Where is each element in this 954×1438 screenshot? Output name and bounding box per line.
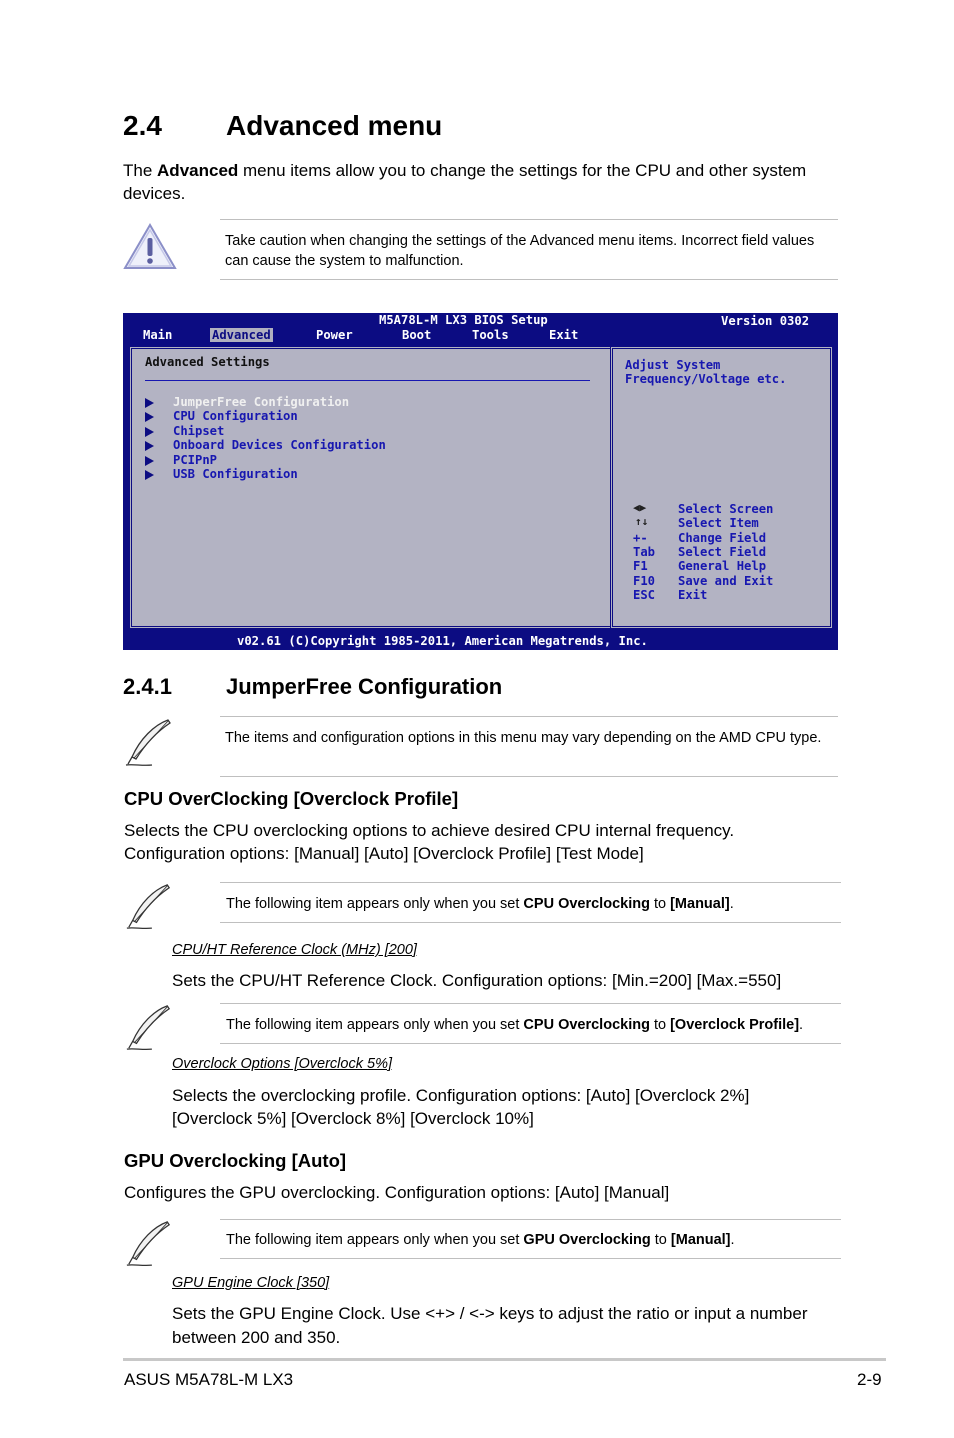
note-3-pre: The following item appears only when you set <box>226 1017 524 1033</box>
intro-post: menu items allow you to change the settings for the CPU and other system devices. <box>123 161 807 203</box>
note-1-text: The items and configuration options in this menu may vary depending on the AMD CPU type. <box>225 730 822 746</box>
footer-rule <box>123 1358 886 1361</box>
footer-left: ASUS M5A78L-M LX3 <box>124 1370 294 1389</box>
submenu-arrow-icon <box>145 427 154 437</box>
key-f1: F1 <box>633 559 648 573</box>
key-action-exit: Exit <box>678 588 708 602</box>
up-down-arrows-icon: ↑↓ <box>635 515 649 528</box>
submenu-arrow-icon <box>145 412 154 422</box>
bios-menu-advanced[interactable]: Advanced <box>212 328 271 342</box>
note-4-mid: to <box>650 1232 671 1248</box>
bios-menu-boot[interactable]: Boot <box>402 328 432 342</box>
bios-item-cpu-config[interactable]: CPU Configuration <box>173 409 298 423</box>
note-rule-bottom <box>220 922 841 923</box>
bios-help-line-1: Adjust System <box>625 358 721 372</box>
note-pen-icon <box>124 1219 174 1269</box>
section-heading <box>123 110 442 142</box>
note-4-pre: The following item appears only when you set <box>226 1232 524 1248</box>
note-3-mid: to <box>649 1017 671 1033</box>
caution-icon <box>123 222 177 272</box>
left-right-arrows-icon: ◀▶ <box>633 501 647 514</box>
submenu-arrow-icon <box>145 456 154 466</box>
note-2-mid: to <box>649 896 671 912</box>
note-3-bold-1: CPU Overclocking <box>523 1017 650 1033</box>
bios-menu-main[interactable]: Main <box>143 328 173 342</box>
subsection-title: JumperFree Configuration <box>226 674 503 699</box>
note-rule-top <box>220 1003 841 1004</box>
gpu-clock-label: GPU Engine Clock [350] <box>172 1275 330 1291</box>
submenu-arrow-icon <box>145 398 154 408</box>
ht-clock-label: CPU/HT Reference Clock (MHz) [200] <box>172 942 417 958</box>
oc-options-label: Overclock Options [Overclock 5%] <box>172 1056 392 1072</box>
note-4-text <box>226 1230 735 1250</box>
bios-settings-panel <box>129 346 614 629</box>
key-action-change-field: Change Field <box>678 531 767 545</box>
bios-item-pcipnp[interactable]: PCIPnP <box>173 453 218 467</box>
note-pen-icon <box>124 1003 174 1053</box>
bios-menu-exit[interactable]: Exit <box>549 328 579 342</box>
note-2-post: . <box>729 896 734 912</box>
caution-note: Take caution when changing the settings of the Advanced menu items. Incorrect field values can cause the system to malfunction. <box>225 233 815 269</box>
note-2-bold-2: [Manual] <box>670 896 730 912</box>
note-2-pre: The following item appears only when you set <box>226 896 524 912</box>
submenu-arrow-icon <box>145 470 154 480</box>
cpu-oc-line-1: Selects the CPU overclocking options to achieve desired CPU internal frequency. <box>124 821 735 840</box>
gpu-clock-line-1: Sets the GPU Engine Clock. Use <+> / <-> keys to adjust the ratio or input a number <box>172 1304 808 1323</box>
cpu-oc-heading: CPU OverClocking [Overclock Profile] <box>124 788 459 809</box>
bios-screen <box>123 313 838 650</box>
note-2-bold-1: CPU Overclocking <box>523 896 650 912</box>
note-2-text <box>226 894 734 914</box>
bios-menu-tools[interactable]: Tools <box>472 328 509 342</box>
bios-panel-divider <box>145 380 590 381</box>
note-rule-bottom <box>220 776 838 777</box>
key-esc: ESC <box>633 588 656 602</box>
section-title: Advanced menu <box>226 110 443 141</box>
cpu-oc-line-2: Configuration options: [Manual] [Auto] [Overclock Profile] [Test Mode] <box>124 844 644 863</box>
note-3-bold-2: [Overclock Profile] <box>670 1017 800 1033</box>
note-4-post: . <box>730 1232 735 1248</box>
gpu-oc-heading: GPU Overclocking [Auto] <box>124 1150 347 1171</box>
footer-page-number: 2-9 <box>857 1370 882 1389</box>
gpu-clock-line-2: between 200 and 350. <box>172 1328 341 1347</box>
submenu-arrow-icon <box>145 441 154 451</box>
subsection-heading <box>123 674 502 700</box>
bios-item-onboard[interactable]: Onboard Devices Configuration <box>173 438 386 452</box>
note-pen-icon <box>124 717 174 769</box>
note-rule-top <box>220 219 838 220</box>
bios-panel-title: Advanced Settings <box>145 355 270 369</box>
note-rule-top <box>220 882 841 883</box>
bios-item-chipset[interactable]: Chipset <box>173 424 225 438</box>
note-4-bold-2: [Manual] <box>670 1232 731 1248</box>
intro-paragraph <box>123 159 843 205</box>
bios-version: Version 0302 <box>721 314 810 328</box>
note-3-post: . <box>799 1017 804 1033</box>
gpu-oc-desc: Configures the GPU overclocking. Configuration options: [Auto] [Manual] <box>124 1183 670 1202</box>
key-action-select-screen: Select Screen <box>678 502 774 516</box>
key-action-select-field: Select Field <box>678 545 767 559</box>
bios-help-line-2: Frequency/Voltage etc. <box>625 372 787 386</box>
key-action-general-help: General Help <box>678 559 767 573</box>
oc-options-line-1: Selects the overclocking profile. Configuration options: [Auto] [Overclock 2%] <box>172 1086 750 1105</box>
ht-clock-desc: Sets the CPU/HT Reference Clock. Configuration options: [Min.=200] [Max.=550] <box>172 971 782 990</box>
bios-title: M5A78L-M LX3 BIOS Setup <box>379 313 548 327</box>
intro-pre: The <box>123 161 158 180</box>
key-action-select-item: Select Item <box>678 516 759 530</box>
bios-footer: v02.61 (C)Copyright 1985-2011, American Megatrends, Inc. <box>237 634 648 648</box>
note-3-text <box>226 1015 803 1035</box>
note-rule-top <box>220 1219 841 1220</box>
note-rule-bottom <box>220 1258 841 1259</box>
note-4-bold-1: GPU Overclocking <box>523 1232 651 1248</box>
key-tab: Tab <box>633 545 656 559</box>
note-rule-bottom <box>220 279 838 280</box>
subsection-number: 2.4.1 <box>123 674 172 699</box>
bios-help-panel <box>610 346 833 629</box>
key-f10: F10 <box>633 574 656 588</box>
bios-menu-power[interactable]: Power <box>316 328 353 342</box>
note-rule-bottom <box>220 1043 841 1044</box>
key-action-save-exit: Save and Exit <box>678 574 774 588</box>
note-rule-top <box>220 716 838 717</box>
bios-item-usb[interactable]: USB Configuration <box>173 467 298 481</box>
key-plus-minus: +- <box>633 531 648 545</box>
note-pen-icon <box>124 882 174 932</box>
bios-item-jumperfree[interactable]: JumperFree Configuration <box>173 395 350 409</box>
intro-bold: Advanced <box>157 161 239 180</box>
oc-options-line-2: [Overclock 5%] [Overclock 8%] [Overclock 10%] <box>172 1109 534 1128</box>
section-number: 2.4 <box>123 110 162 141</box>
